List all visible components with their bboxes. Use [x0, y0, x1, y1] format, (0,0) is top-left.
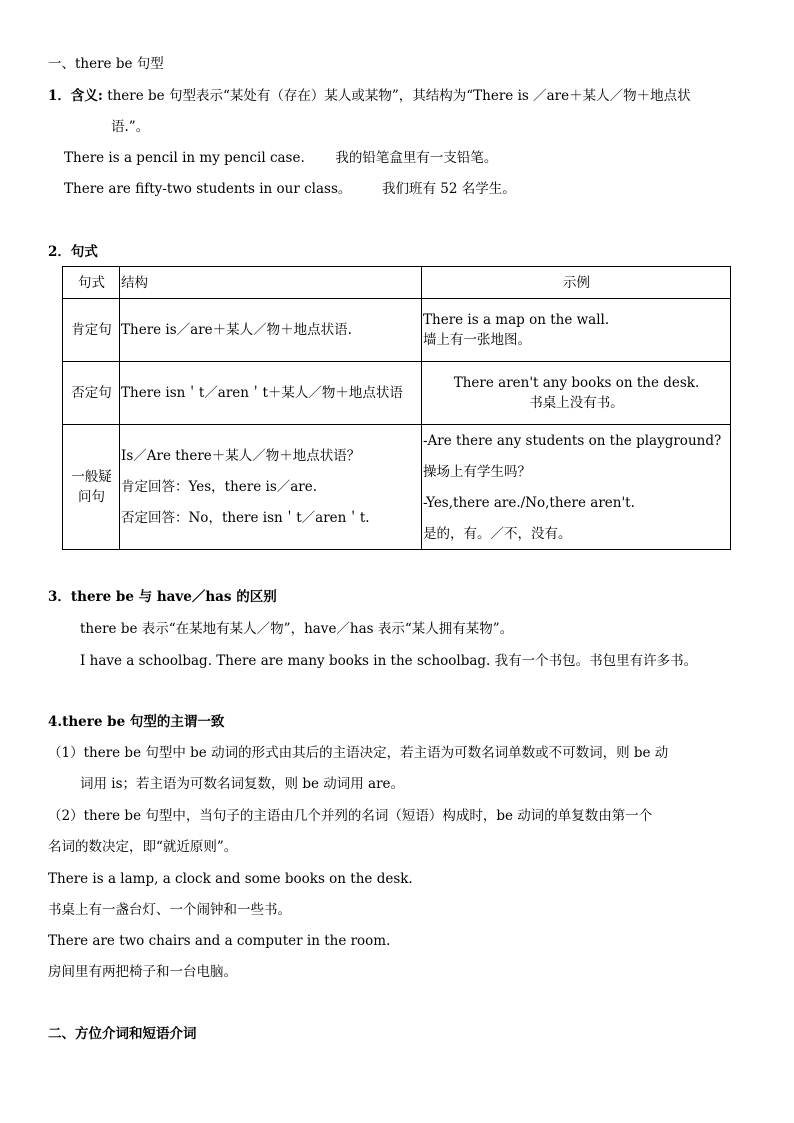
header-example: 示例	[422, 267, 731, 299]
row-affirmative-structure: There is／are＋某人／物＋地点状语.	[120, 299, 422, 362]
section-4-example-1-chinese: 书桌上有一盏台灯、一个闹钟和一些书。	[48, 902, 291, 918]
sentence-pattern-table	[62, 266, 731, 550]
section-4-example-2-english: There are two chairs and a computer in the room.	[48, 933, 391, 949]
section-3-title: 3．there be 与 have／has 的区别	[48, 589, 277, 605]
row-affirmative-example: There is a map on the wall. 墙上有一张地图。	[422, 299, 731, 362]
table-row	[63, 425, 731, 550]
row-affirmative-type: 肯定句	[63, 299, 120, 362]
rule-1-line-2: 词用 is；若主语为可数名词复数，则 be 动词用 are。	[80, 776, 405, 792]
rule-2-line-2: 名词的数决定，即“就近原则”。	[48, 839, 238, 855]
section-two-title: 二、方位介词和短语介词	[48, 1026, 197, 1042]
meaning-text-continued: 语.”。	[111, 119, 150, 135]
sentence-patterns-heading: 2．句式	[48, 244, 98, 260]
meaning-text: there be 句型表示“某处有（存在）某人或某物”，其结构为“There is ／are＋某人／物＋地点状	[107, 88, 691, 104]
row-question-structure: Is／Are there＋某人／物＋地点状语？ 肯定回答：Yes，there is／are. 否定回答：No，there isn＇t／aren＇t.	[120, 425, 422, 550]
header-pattern: 句式	[63, 267, 120, 299]
rule-1-line-1: （1）there be 句型中 be 动词的形式由其后的主语决定，若主语为可数名词单数或不可数词，则 be 动	[48, 745, 669, 761]
row-negative-structure: There isn＇t／aren＇t＋某人／物＋地点状语	[120, 362, 422, 425]
example-1-english: There is a pencil in my pencil case.	[64, 150, 305, 166]
section-4-example-1-english: There is a lamp, a clock and some books on the desk.	[48, 871, 413, 887]
table-row	[63, 299, 731, 362]
table-header-row	[63, 267, 731, 299]
row-negative-example: There aren't any books on the desk. 书桌上没有书。	[422, 362, 731, 425]
header-structure: 结构	[120, 267, 422, 299]
section-4-example-2-chinese: 房间里有两把椅子和一台电脑。	[48, 964, 237, 980]
meaning-label: 1．含义:	[48, 88, 103, 104]
section-title-there-be: 一、there be 句型	[48, 56, 164, 72]
table-row	[63, 362, 731, 425]
section-3-line-2: I have a schoolbag. There are many books in the schoolbag. 我有一个书包。书包里有许多书。	[80, 653, 698, 669]
example-2-chinese: 我们班有 52 名学生。	[381, 181, 516, 197]
section-3-line-1: there be 表示“在某地有某人／物”，have／has 表示“某人拥有某物”。	[80, 621, 514, 637]
row-negative-type: 否定句	[63, 362, 120, 425]
example-1-chinese: 我的铅笔盒里有一支铅笔。	[335, 150, 498, 166]
row-question-type: 一般疑 问句	[63, 425, 120, 550]
example-2	[64, 179, 516, 199]
example-2-english: There are fifty-two students in our class。	[64, 181, 352, 197]
meaning-paragraph	[48, 86, 691, 106]
section-4-title: 4.there be 句型的主谓一致	[48, 714, 225, 730]
row-question-example: -Are there any students on the playground? 操场上有学生吗？ -Yes,there are./No,there aren't. 是的，有。／不，没有。	[422, 425, 731, 550]
rule-2-line-1: （2）there be 句型中，当句子的主语由几个并列的名词（短语）构成时，be 动词的单复数由第一个	[48, 808, 653, 824]
example-1	[64, 148, 497, 168]
